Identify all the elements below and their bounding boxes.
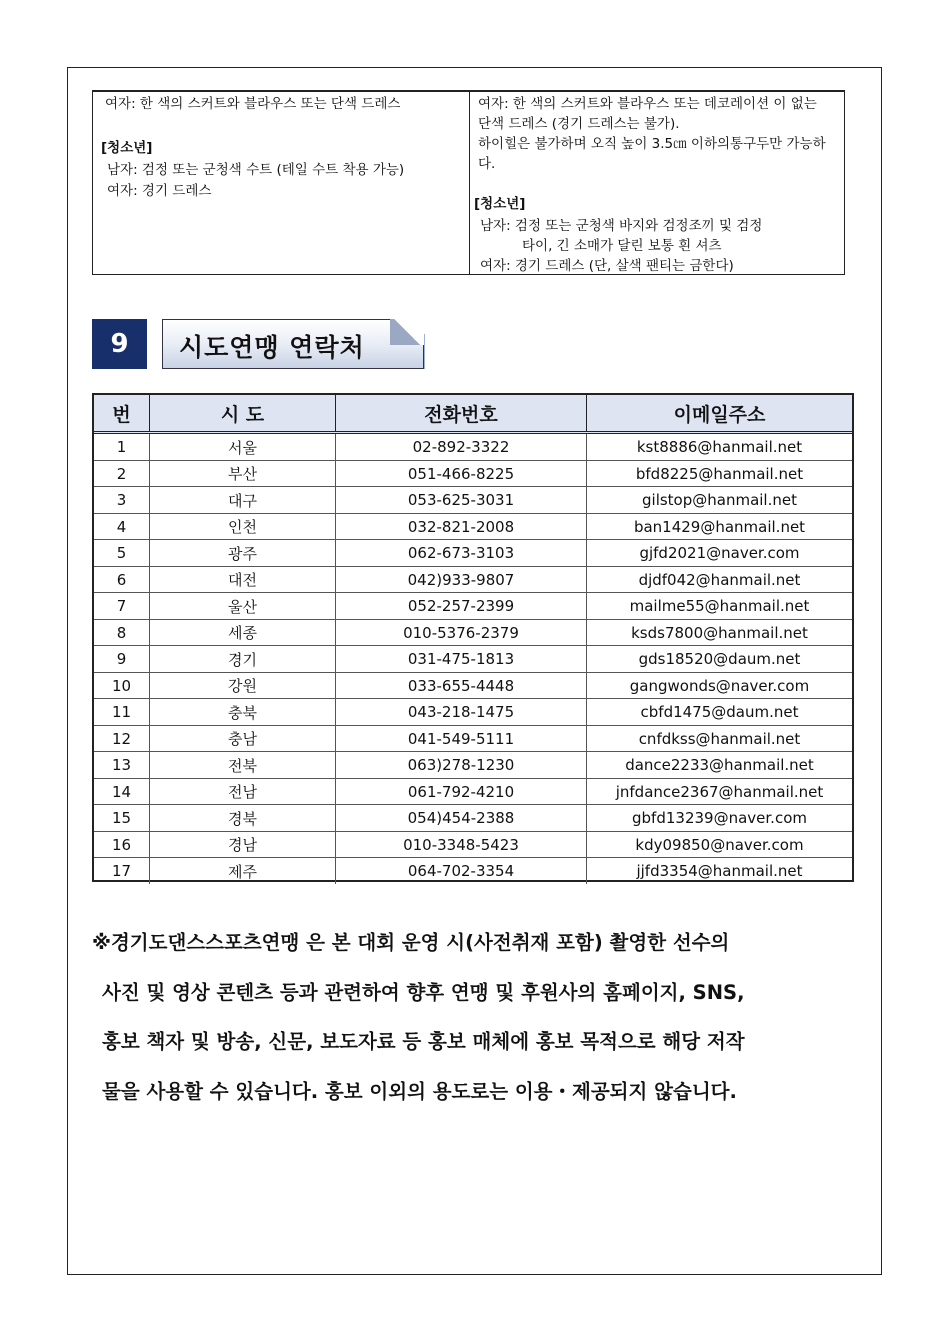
table-row xyxy=(94,699,852,726)
cell-region: 인천 xyxy=(150,514,336,540)
adult-female-left: 여자: 한 색의 스커트와 블라우스 또는 단색 드레스 xyxy=(105,96,401,112)
table-row xyxy=(94,832,852,859)
cell-phone: 051-466-8225 xyxy=(336,461,587,487)
cell-region: 경북 xyxy=(150,805,336,831)
youth-female-right: 여자: 경기 드레스 (단, 살색 팬티는 금한다) xyxy=(480,258,734,274)
table-row xyxy=(94,646,852,673)
cell-number: 15 xyxy=(94,805,150,831)
section-title: 시도연맹 연락처 xyxy=(179,333,365,362)
heels-note: 하이힐은 불가하며 오직 높이 3.5㎝ 이하의통구두만 가능하다. xyxy=(478,136,826,172)
cell-email: kdy09850@naver.com xyxy=(635,835,804,854)
youth-male-left: 남자: 검정 또는 군청색 수트 (테일 수트 착용 가능) xyxy=(107,162,405,178)
cell-number: 6 xyxy=(94,567,150,593)
cell-email: bfd8225@hanmail.net xyxy=(635,464,804,483)
cell-phone: 031-475-1813 xyxy=(336,646,587,672)
cell-region: 제주 xyxy=(150,858,336,884)
section-title-box xyxy=(162,319,424,369)
cell-phone: 054)454-2388 xyxy=(336,805,587,831)
cell-number: 12 xyxy=(94,726,150,752)
cell-phone: 042)933-9807 xyxy=(336,567,587,593)
table-body xyxy=(94,434,852,880)
cell-number: 11 xyxy=(94,699,150,725)
header-number: 번 xyxy=(94,395,150,431)
cell-email: jjfd3354@hanmail.net xyxy=(636,862,803,880)
cell-phone: 02-892-3322 xyxy=(336,434,587,460)
table-row xyxy=(94,858,852,885)
youth-heading-left: [청소년] xyxy=(101,140,153,156)
cell-email: jnfdance2367@hanmail.net xyxy=(615,782,824,801)
cell-region: 강원 xyxy=(150,673,336,699)
cell-phone: 033-655-4448 xyxy=(336,673,587,699)
cell-region: 전북 xyxy=(150,752,336,778)
youth-male-right-line2: 타이, 긴 소매가 달린 보통 흰 셔츠 xyxy=(522,238,722,254)
cell-number: 3 xyxy=(94,487,150,513)
header-email: 이메일주소 xyxy=(673,403,766,426)
cell-email: kst8886@hanmail.net xyxy=(636,438,803,456)
cell-email: gilstop@hanmail.net xyxy=(642,491,797,509)
dress-code-left-column xyxy=(93,92,470,274)
notice-line-1: ※경기도댄스스포츠연맹 은 본 대회 운영 시(사전취재 포함) 촬영한 선수의 xyxy=(92,931,730,954)
cell-region: 서울 xyxy=(150,434,336,460)
cell-region: 충북 xyxy=(150,699,336,725)
cell-email: gds18520@daum.net xyxy=(638,650,801,668)
section-number: 9 xyxy=(92,319,147,369)
cell-email: djdf042@hanmail.net xyxy=(638,570,801,589)
cell-email: cnfdkss@hanmail.net xyxy=(638,729,801,748)
notice-line-2: 사진 및 영상 콘텐츠 등과 관련하여 향후 연맹 및 후원사의 홈페이지, SNS, xyxy=(102,980,745,1004)
page-fold-decoration xyxy=(390,319,424,345)
cell-region: 충남 xyxy=(150,726,336,752)
cell-email: gbfd13239@naver.com xyxy=(632,809,807,827)
cell-email: dance2233@hanmail.net xyxy=(625,756,814,774)
adult-female-right: 여자: 한 색의 스커트와 블라우스 또는 데코레이션 이 없는 단색 드레스 (경기 드레스는 불가). xyxy=(478,96,817,132)
cell-phone: 032-821-2008 xyxy=(336,514,587,540)
notice-line-3: 홍보 책자 및 방송, 신문, 보도자료 등 홍보 매체에 홍보 목적으로 해당 저작 xyxy=(102,1030,745,1053)
table-row xyxy=(94,726,852,753)
cell-phone: 043-218-1475 xyxy=(336,699,587,725)
cell-phone: 053-625-3031 xyxy=(336,487,587,513)
cell-region: 대전 xyxy=(150,567,336,593)
cell-number: 5 xyxy=(94,540,150,566)
cell-email: gangwonds@naver.com xyxy=(629,676,810,695)
table-row xyxy=(94,567,852,594)
cell-phone: 052-257-2399 xyxy=(336,593,587,619)
cell-number: 13 xyxy=(94,752,150,778)
cell-number: 17 xyxy=(94,858,150,884)
youth-male-right-line1: 남자: 검정 또는 군청색 바지와 검정조끼 및 검정 xyxy=(480,218,763,234)
cell-email: gjfd2021@naver.com xyxy=(639,544,800,562)
table-row xyxy=(94,434,852,461)
table-row xyxy=(94,487,852,514)
cell-region: 경기 xyxy=(150,646,336,672)
dress-code-right-column xyxy=(470,92,844,274)
table-row xyxy=(94,673,852,700)
cell-email: mailme55@hanmail.net xyxy=(629,597,810,615)
table-row xyxy=(94,461,852,488)
table-row xyxy=(94,752,852,779)
cell-region: 부산 xyxy=(150,461,336,487)
cell-region: 전남 xyxy=(150,779,336,805)
cell-number: 8 xyxy=(94,620,150,646)
header-phone: 전화번호 xyxy=(336,395,587,431)
youth-heading-right: [청소년] xyxy=(474,196,526,212)
cell-number: 14 xyxy=(94,779,150,805)
cell-number: 9 xyxy=(94,646,150,672)
table-row xyxy=(94,540,852,567)
cell-phone: 063)278-1230 xyxy=(336,752,587,778)
contacts-table xyxy=(92,393,854,882)
table-row xyxy=(94,514,852,541)
copyright-notice xyxy=(92,918,852,1116)
cell-region: 대구 xyxy=(150,487,336,513)
table-row xyxy=(94,593,852,620)
header-region: 시 도 xyxy=(150,395,336,431)
cell-email: cbfd1475@daum.net xyxy=(640,703,799,721)
table-header xyxy=(94,395,852,434)
notice-line-4: 물을 사용할 수 있습니다. 홍보 이외의 용도로는 이용・제공되지 않습니다. xyxy=(102,1079,737,1103)
cell-phone: 010-5376-2379 xyxy=(336,620,587,646)
cell-region: 경남 xyxy=(150,832,336,858)
cell-number: 4 xyxy=(94,514,150,540)
table-row xyxy=(94,620,852,647)
cell-email: ban1429@hanmail.net xyxy=(633,517,806,536)
cell-number: 10 xyxy=(94,673,150,699)
cell-phone: 064-702-3354 xyxy=(336,858,587,884)
table-row xyxy=(94,779,852,806)
cell-number: 7 xyxy=(94,593,150,619)
cell-region: 세종 xyxy=(150,620,336,646)
cell-region: 광주 xyxy=(150,540,336,566)
cell-phone: 041-549-5111 xyxy=(336,726,587,752)
cell-number: 16 xyxy=(94,832,150,858)
cell-region: 울산 xyxy=(150,593,336,619)
cell-phone: 010-3348-5423 xyxy=(336,832,587,858)
cell-phone: 061-792-4210 xyxy=(336,779,587,805)
table-row xyxy=(94,805,852,832)
cell-email: ksds7800@hanmail.net xyxy=(631,623,808,642)
cell-number: 1 xyxy=(94,434,150,460)
cell-phone: 062-673-3103 xyxy=(336,540,587,566)
youth-female-left: 여자: 경기 드레스 xyxy=(107,183,212,199)
cell-number: 2 xyxy=(94,461,150,487)
dress-code-table xyxy=(92,90,845,275)
